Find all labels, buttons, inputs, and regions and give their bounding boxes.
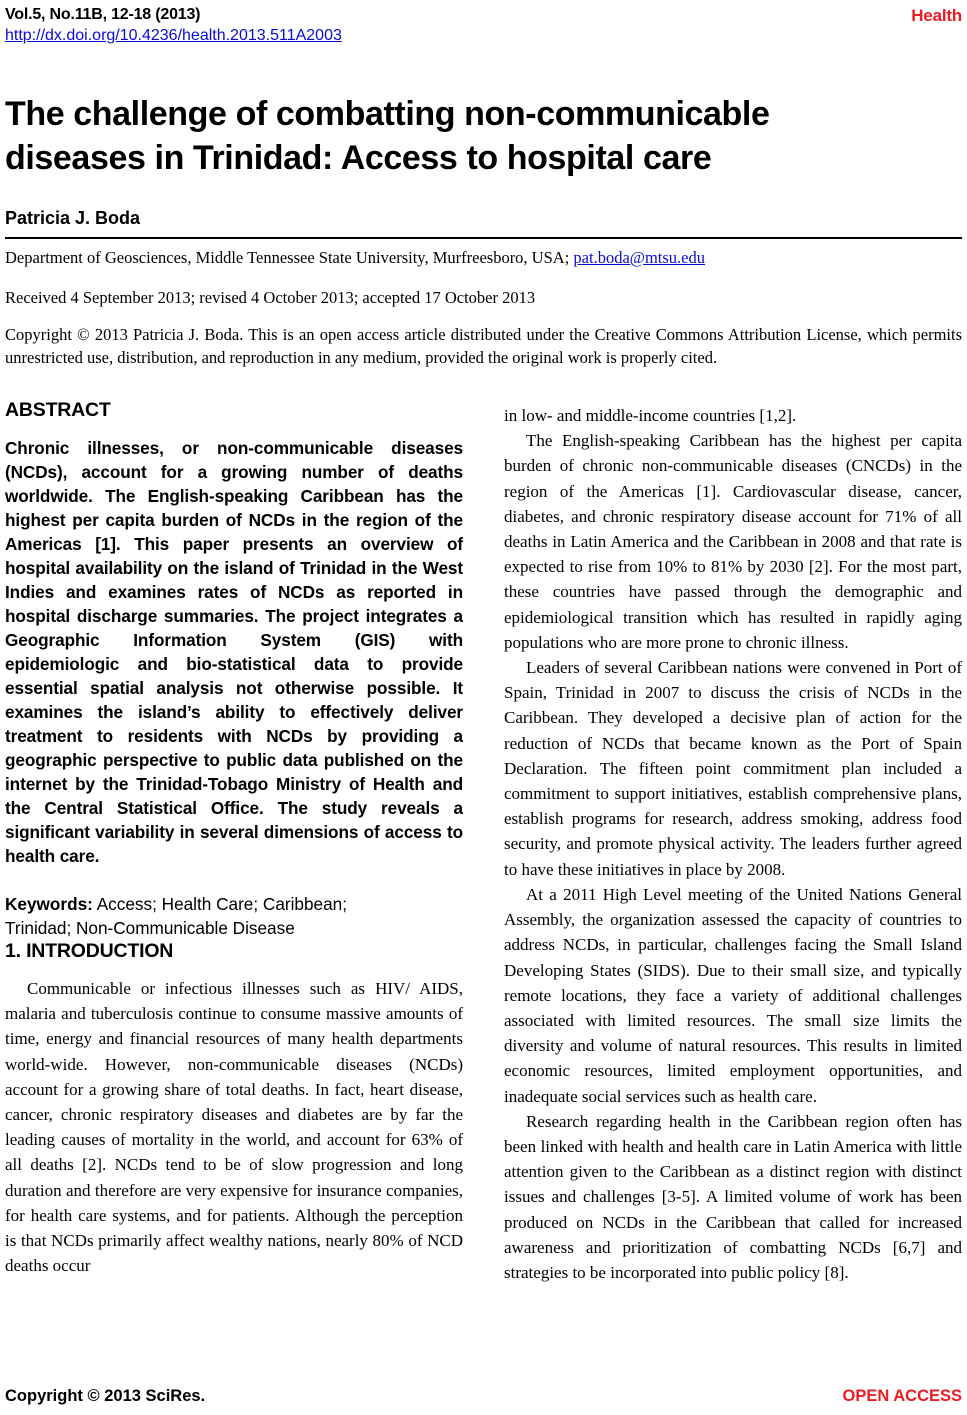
abstract-heading: ABSTRACT <box>5 399 111 422</box>
body-paragraph: The English-speaking Caribbean has the highest per capita burden of chronic non-communicable diseases (CNCDs) in the region of the Americas [1]. Cardiovascular disease, cancer, diabetes, and chronic respiratory disease account for 71% of all deaths in Latin America and the Caribbean in 2008 and that rate is expected to rise from 10% to 81% by 2030 [2]. For the most part, these countries have passed through the demographic and epidemiological transition which has resulted in rapidly aging populations who are more prone to chronic illness. <box>504 431 962 652</box>
volume-info: Vol.5, No.11B, 12-18 (2013) <box>5 6 201 23</box>
license-statement: Copyright © 2013 Patricia J. Boda. This is an open access article distributed under the Creative Commons Attribution License, which permits unrestricted use, distribution, and reproduction in any medium, provided the original work is properly cited. <box>5 325 962 367</box>
keywords-label: Keywords: <box>5 894 93 915</box>
author-divider <box>5 237 962 239</box>
article-dates: Received 4 September 2013; revised 4 October 2013; accepted 17 October 2013 <box>5 288 536 308</box>
author-affiliation <box>5 248 962 268</box>
open-access-badge: OPEN ACCESS <box>842 1387 962 1405</box>
page-footer <box>5 1387 962 1406</box>
body-paragraph: Leaders of several Caribbean nations were convened in Port of Spain, Trinidad in 2007 to discuss the crisis of NCDs in the Caribbean. They developed a decisive plan of action for the reduction of NCDs that became known as the Port of Spain Declaration. The fifteen point commitment plan included a commitment to support initiatives, establish comprehensive plans, establish programs for research, address smoking, address food security, and promote physical activity. The leaders further agreed to have these initiatives in place by 2008. <box>504 658 962 879</box>
article-title <box>5 93 962 180</box>
journal-name: Health <box>911 6 962 25</box>
footer-copyright: Copyright © 2013 SciRes. <box>5 1387 206 1405</box>
doi-line <box>5 27 342 45</box>
left-column <box>5 399 463 1285</box>
author-name: Patricia J. Boda <box>5 208 141 229</box>
keywords-line1: Access; Health Care; Caribbean; <box>96 894 347 915</box>
introduction-paragraph: Communicable or infectious illnesses such as HIV/ AIDS, malaria and tuberculosis continue to consume massive amounts of time, energy and financial resources of many health departments world-wide. However, non-communicable diseases (NCDs) account for a growing share of total deaths. In fact, heart disease, cancer, chronic respiratory diseases and diabetes are by far the leading causes of mortality in the world, and account for 63% of all deaths [2]. NCDs tend to be of slow progression and long duration and therefore are very expensive for insurance companies, for health care systems, and for patients. Although the perception is that NCDs primarily affect wealthy nations, nearly 80% of NCD deaths occur <box>5 979 463 1276</box>
body-paragraph: At a 2011 High Level meeting of the United Nations General Assembly, the organization assessed the capacity of countries to address NCDs, in particular, challenges facing the Small Island Developing States (SIDS). Due to their small size, and typically remote locations, they face a variety of additional challenges associated with limited resources. The small size limits the diversity and volume of natural resources. This results in limited economic resources, limited employment opportunities, and inadequate social services such as health care. <box>504 884 962 1106</box>
doi-link[interactable]: http://dx.doi.org/10.4236/health.2013.511A2003 <box>5 27 342 44</box>
author-email-link[interactable]: pat.boda@mtsu.edu <box>573 248 705 268</box>
right-column <box>504 399 962 1285</box>
abstract-body: Chronic illnesses, or non-communicable diseases (NCDs), account for a growing number of deaths worldwide. The English-speaking Caribbean has the highest per capita burden of NCDs in the region of the Americas [1]. This paper presents an overview of hospital availability on the island of Trinidad in the West Indies and examines rates of NCDs as reported in hospital discharge summaries. The project integrates a Geographic Information System (GIS) with epidemiologic and bio-statistical data to provide essential spatial analysis not otherwise possible. It examines the island’s ability to effectively deliver treatment to residents with NCDs by providing a geographic perspective to public data published on the internet by the Trinidad-Tobago Ministry of Health and the Central Statistical Office. The study reveals a significant variability in several dimensions of access to health care. <box>5 438 463 867</box>
introduction-heading: 1. INTRODUCTION <box>5 940 174 963</box>
body-paragraph: Research regarding health in the Caribbean region often has been linked with health and health care in Latin America with little attention given to the Caribbean as a distinct region with distinct issues and challenges [3-5]. A limited volume of work has been produced on NCDs in the Caribbean that called for increased awareness and prioritization of combatting NCDs [6,7] and strategies to be incorporated into public policy [8]. <box>504 1111 962 1282</box>
keywords-line2: Trinidad; Non-Communicable Disease <box>5 918 295 939</box>
keywords-block <box>5 892 463 940</box>
page-header <box>5 6 962 45</box>
affiliation-text: Department of Geosciences, Middle Tennessee State University, Murfreesboro, USA; <box>5 248 570 268</box>
body-paragraph: in low- and middle-income countries [1,2]. <box>504 406 797 426</box>
header-left <box>5 6 342 45</box>
article-title-line1: The challenge of combatting non-communicable <box>5 95 770 133</box>
two-column-body <box>5 399 962 1285</box>
article-title-line2: diseases in Trinidad: Access to hospital care <box>5 138 712 177</box>
